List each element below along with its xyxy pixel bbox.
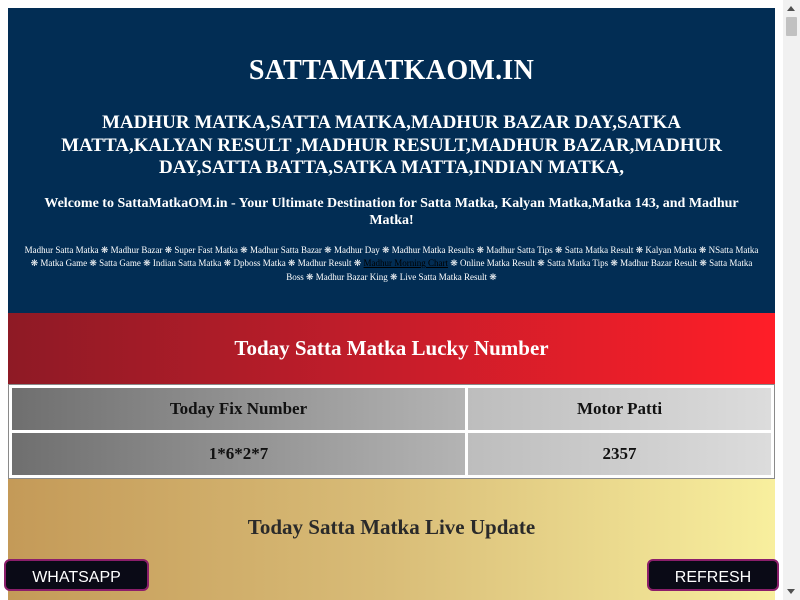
welcome-text: Welcome to SattaMatkaOM.in - Your Ultimate Destination for Satta Matka, Kalyan Matka,Matka 143, and Madhur Matka!: [44, 195, 739, 228]
table-header-row: [12, 388, 771, 430]
page-content: [8, 8, 775, 600]
table-row: [12, 433, 771, 475]
live-update-heading: Today Satta Matka Live Update: [247, 515, 536, 539]
site-header: [8, 8, 775, 313]
fix-number-value: 1*6*2*7: [12, 433, 465, 475]
lucky-number-table: [8, 384, 775, 479]
site-title: SATTAMATKAOM.IN: [248, 55, 535, 86]
whatsapp-button[interactable]: WHATSAPP: [4, 559, 149, 591]
scroll-down-arrow-icon[interactable]: [787, 589, 795, 594]
madhur-morning-chart-link[interactable]: Madhur Morning Chart: [363, 258, 449, 269]
keywords-text-after: ❋ Online Matka Result ❋ Satta Matka Tips ❋ Madhur Bazar Result ❋ Satta Matka Boss ❋ Madhur Bazar King ❋ Live Satta Matka Result ❋: [286, 258, 753, 282]
motor-patti-value: 2357: [468, 433, 771, 475]
keywords-list: [24, 244, 759, 285]
scroll-up-arrow-icon[interactable]: [787, 6, 795, 11]
motor-patti-header: Motor Patti: [468, 388, 771, 430]
lucky-number-heading: Today Satta Matka Lucky Number: [8, 313, 775, 384]
fix-number-header: Today Fix Number: [12, 388, 465, 430]
keywords-text-before: Madhur Satta Matka ❋ Madhur Bazar ❋ Super Fast Matka ❋ Madhur Satta Bazar ❋ Madhur Day ❋ Madhur Matka Results ❋ Madhur Satta Tips ❋ Satta Matka Result ❋ Kalyan Matka ❋ NSatta Matka ❋ Matka Game ❋ Satta Game ❋ Indian Satta Matka ❋ Dpboss Matka ❋ Madhur Result ❋: [24, 244, 759, 269]
scrollbar-thumb[interactable]: [786, 17, 797, 36]
vertical-scrollbar[interactable]: [783, 0, 800, 600]
refresh-button[interactable]: REFRESH: [647, 559, 779, 591]
site-tagline: MADHUR MATKA,SATTA MATKA,MADHUR BAZAR DAY,SATKA MATTA,KALYAN RESULT ,MADHUR RESULT,MADHUR BAZAR,MADHUR DAY,SATTA BATTA,SATKA MATTA,INDIAN MATKA,: [61, 112, 722, 178]
